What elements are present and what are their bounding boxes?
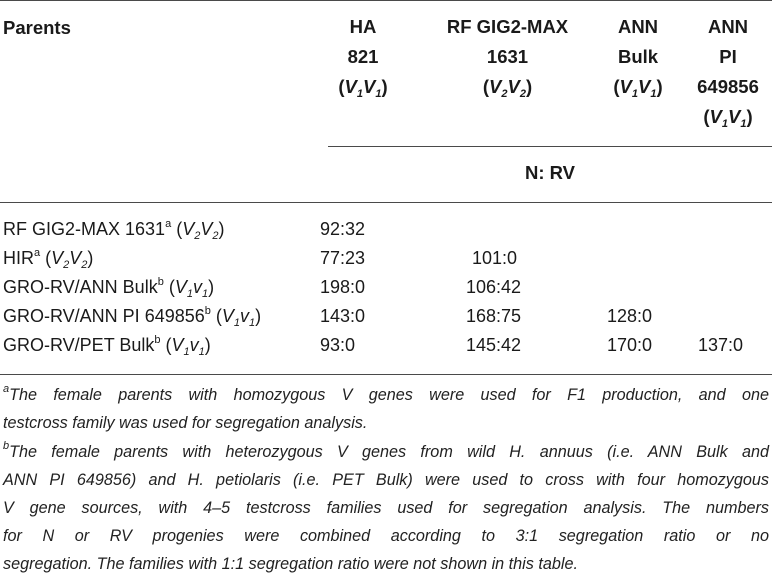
subheader-n-rv: N: RV: [524, 162, 576, 183]
value-cell: 77:23: [320, 248, 366, 268]
genotype-v1v1: $(V_1V_1)$: [703, 106, 753, 130]
parent-cell: GRO-RV/ANN Bulk$^b$ $(V_1v_1)$: [3, 276, 215, 300]
column-header-ann-pi: ANN PI 649856 $(V_1V_1)$: [684, 12, 772, 132]
value-cell: 137:0: [698, 335, 744, 355]
value-cell: 170:0: [607, 335, 653, 355]
subheader-top-rule: [328, 146, 772, 147]
footnote-b-line4: for N or RV progenies were combined according to 3:1 segregation ratio or no: [3, 527, 769, 545]
top-rule: [0, 0, 772, 1]
column-header-rf-gig2-max: RF GIG2-MAX 1631 $(V_2V_2)$: [415, 12, 600, 102]
value-cell: 101:0: [472, 248, 518, 268]
value-cell: 143:0: [320, 306, 366, 326]
parent-cell: GRO-RV/PET Bulk$^b$ $(V_1v_1)$: [3, 334, 211, 358]
column-header-ann-bulk: ANN Bulk $(V_1V_1)$: [598, 12, 678, 102]
genotype-v2v2: $(V_2V_2)$: [482, 76, 533, 100]
genotype-v1v1: $(V_1V_1)$: [613, 76, 663, 100]
footnote-b-line5: segregation. The families with 1:1 segregation ratio were not shown in this table.: [3, 555, 578, 573]
value-cell: 92:32: [320, 219, 366, 239]
value-cell: 106:42: [466, 277, 522, 297]
footnote-a-line1: $^a$The female parents with homozygous V genes were used for F1 production, and one: [3, 383, 769, 404]
value-cell: 168:75: [466, 306, 522, 326]
header-bottom-rule: [0, 202, 772, 203]
value-cell: 128:0: [607, 306, 653, 326]
row-header: Parents: [3, 17, 71, 38]
value-cell: 145:42: [466, 335, 522, 355]
parent-cell: GRO-RV/ANN PI 649856$^b$ $(V_1v_1)$: [3, 305, 262, 329]
parent-cell: HIR$^a$ $(V_2V_2)$: [3, 247, 94, 271]
footnote-a: [3, 381, 769, 437]
footnote-b-line3: V gene sources, with 4–5 testcross families used for segregation analysis. The numbers: [3, 499, 769, 517]
table-bottom-rule: [0, 374, 772, 375]
footnote-b-line1: $^b$The female parents with heterozygous V genes from wild H. annuus (i.e. ANN Bulk and: [3, 440, 769, 461]
value-cell: 93:0: [320, 335, 356, 355]
value-cell: 198:0: [320, 277, 366, 297]
footnote-b-line2: ANN PI 649856) and H. petiolaris (i.e. PET Bulk) were used to cross with four homozygous: [3, 471, 769, 489]
footnote-a-line2: testcross family was used for segregation analysis.: [3, 414, 368, 432]
genotype-v1v1: $(V_1V_1)$: [338, 76, 388, 100]
footnote-b: [3, 438, 769, 578]
column-header-ha821: HA 821 $(V_1V_1)$: [318, 12, 408, 102]
parent-cell: RF GIG2-MAX 1631$^a$ $(V_2V_2)$: [3, 218, 225, 242]
